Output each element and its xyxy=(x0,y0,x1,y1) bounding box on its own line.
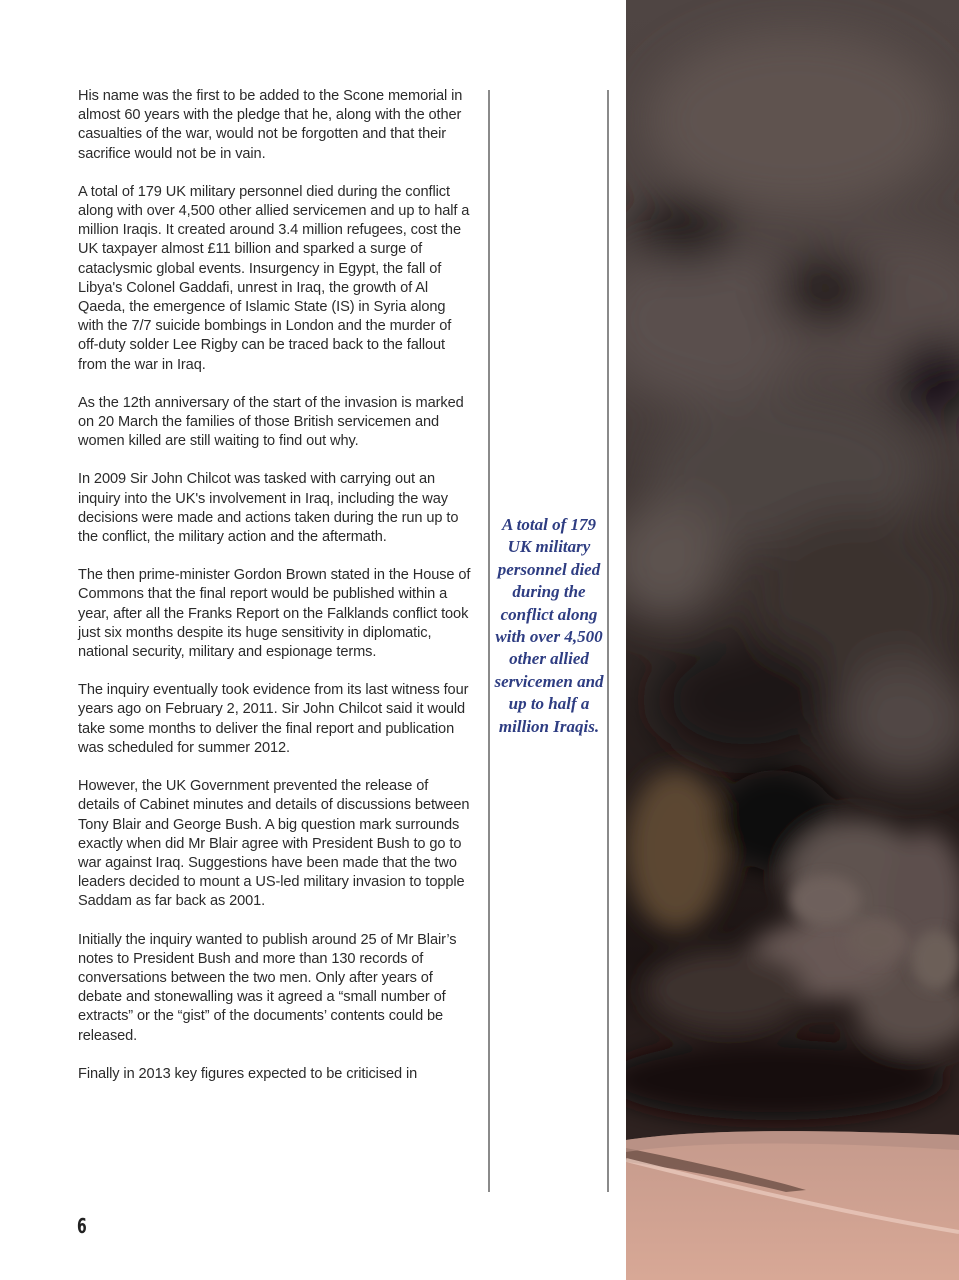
pull-quote: A total of 179 UK military personnel died during the conflict along with over 4,500 other allied servicemen and up to half a million Iraqis. xyxy=(494,515,604,736)
article-paragraph: Initially the inquiry wanted to publish around 25 of Mr Blair’s notes to President Bush and more than 130 records of conversations between the two men. Only after years of debate and stonewalling was it agreed a “small number of extracts” or the “gist” of the documents’ contents could be released. xyxy=(78,931,457,1044)
smoke-photo xyxy=(626,0,959,1280)
pull-quote-left-rule xyxy=(488,90,490,1192)
article-paragraph: The inquiry eventually took evidence from its last witness four years ago on February 2, 2011. Sir John Chilcot said it would take some months to deliver the final report and publication was scheduled for summer 2012. xyxy=(78,682,469,756)
page-number: 6 xyxy=(77,1214,87,1238)
article-paragraph: In 2009 Sir John Chilcot was tasked with carrying out an inquiry into the UK's involvement in Iraq, including the way decisions were made and actions taken during the run up to the conflict, the military action and the aftermath. xyxy=(78,471,459,546)
article-paragraph: Finally in 2013 key figures expected to be criticised in xyxy=(78,1065,418,1082)
article-paragraph: A total of 179 UK military personnel died during the conflict along with over 4,500 other allied servicemen and up to half a million Iraqis. It created around 3.4 million refugees, cost the UK taxpayer almost £11 billion and sparked a surge of cataclysmic global events. Insurgency in Egypt, the fall of Libya's Colonel Gaddafi, unrest in Iraq, the growth of Al Qaeda, the emergence of Islamic State (IS) in Syria along with the 7/7 suicide bombings in London and the murder of off-duty solder Lee Rigby can be traced back to the fallout from the war in Iraq. xyxy=(78,183,470,373)
pull-quote-right-rule xyxy=(607,90,609,1192)
article-paragraph: However, the UK Government prevented the release of details of Cabinet minutes and details of discussions between Tony Blair and George Bush. A big question mark surrounds exactly when did Mr Blair agree with President Bush to go to war against Iraq. Suggestions have been made that the two leaders decided to mount a US-led military invasion to topple Saddam as far back as 2001. xyxy=(78,778,470,910)
smoke-photo-image xyxy=(626,0,959,1280)
article-body xyxy=(78,87,473,1103)
article-paragraph: His name was the first to be added to the Scone memorial in almost 60 years with the pledge that he, along with the other casualties of the war, would not be forgotten and that their sacrifice would not be in vain. xyxy=(78,88,463,162)
article-paragraph: As the 12th anniversary of the start of the invasion is marked on 20 March the families of those British servicemen and women killed are still waiting to find out why. xyxy=(78,394,464,450)
article-paragraph: The then prime-minister Gordon Brown stated in the House of Commons that the final report would be published within a year, after all the Franks Report on the Falklands conflict took just six months despite its huge sensitivity in diplomatic, national security, military and espionage terms. xyxy=(78,567,471,661)
